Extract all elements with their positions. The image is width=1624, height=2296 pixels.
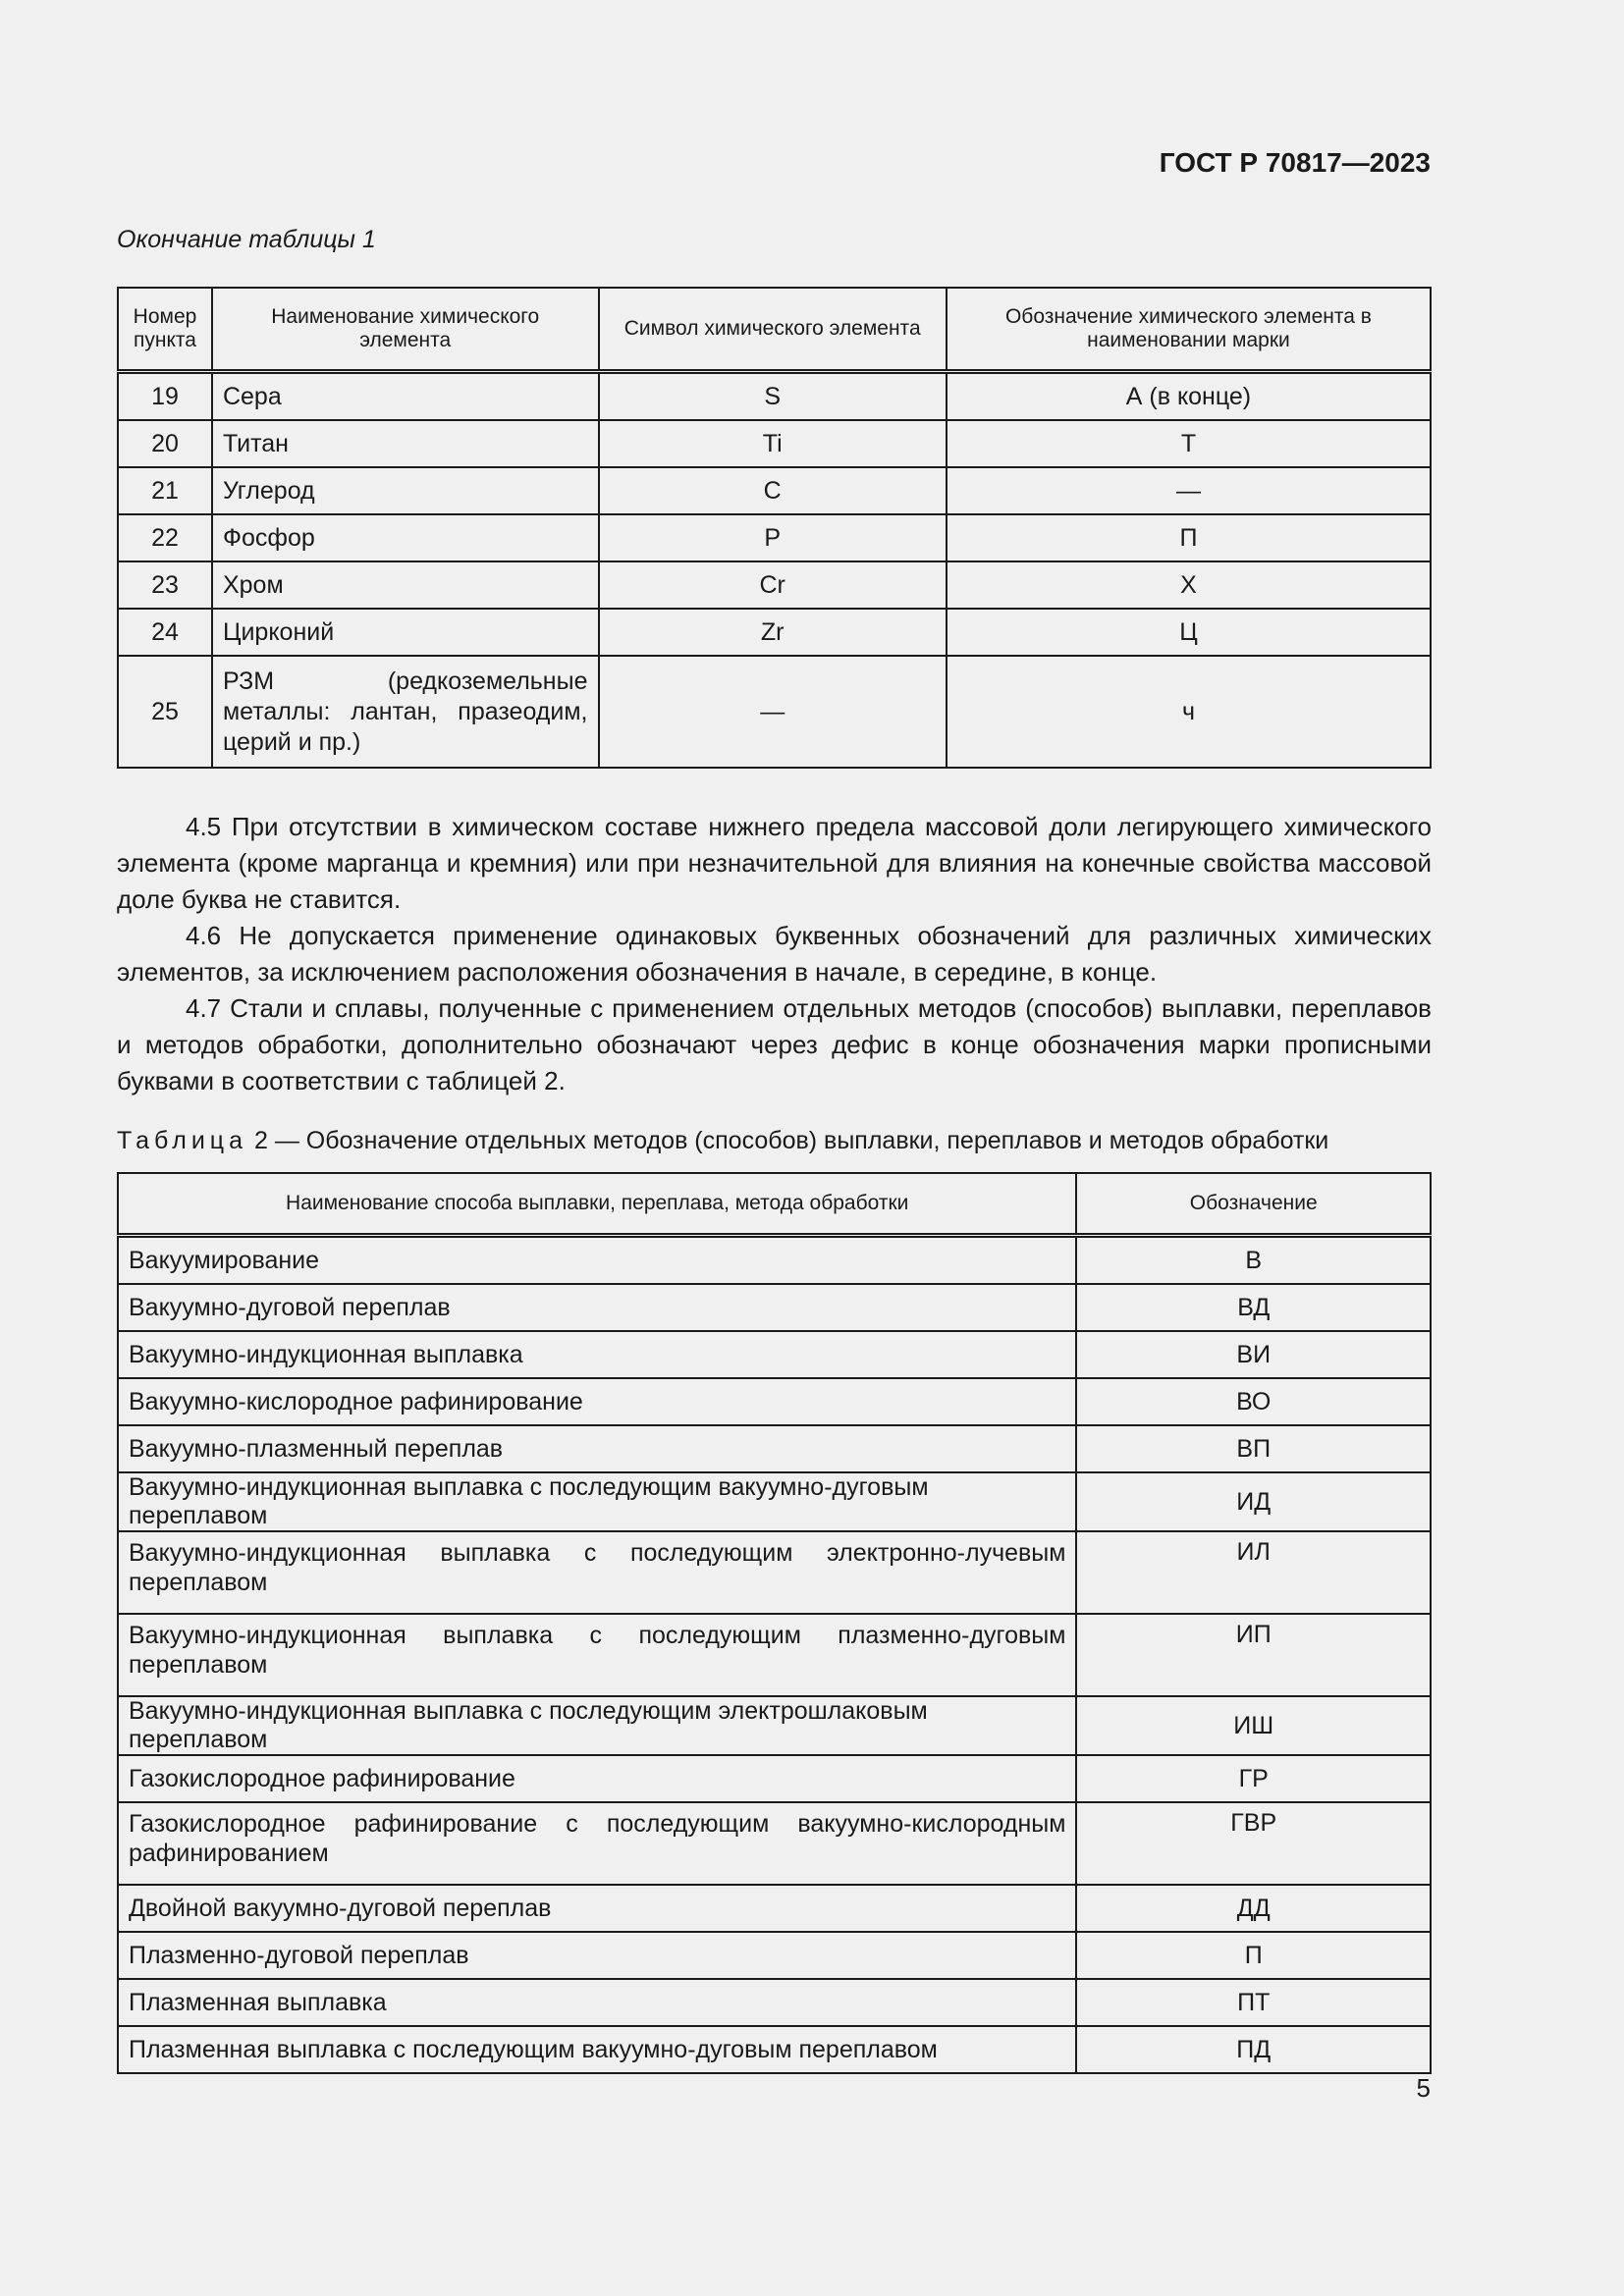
method-code: ГР xyxy=(1076,1755,1431,1802)
column-header-number: Номер пункта xyxy=(118,288,212,372)
method-name: Вакуумно-индукционная выплавка с последующим электронно-лучевым переплавом xyxy=(118,1531,1076,1614)
method-name: Вакуумно-плазменный переплав xyxy=(118,1425,1076,1472)
table-row xyxy=(118,1378,1431,1425)
row-number: 19 xyxy=(118,372,212,421)
element-name: Титан xyxy=(212,420,599,467)
table-row xyxy=(118,1614,1431,1696)
method-name: Вакуумно-индукционная выплавка с последующим плазменно-дуговым переплавом xyxy=(118,1614,1076,1696)
table-row xyxy=(118,1979,1431,2026)
row-number: 23 xyxy=(118,561,212,609)
element-symbol: Zr xyxy=(599,609,947,656)
table-row xyxy=(118,1885,1431,1932)
table-row xyxy=(118,1284,1431,1331)
table-row xyxy=(118,656,1431,768)
method-name: Двойной вакуумно-дуговой переплав xyxy=(118,1885,1076,1932)
column-header-designation: Обозначение химического элемента в наименовании марки xyxy=(947,288,1431,372)
paragraph-4-6: 4.6 Не допускается применение одинаковых буквенных обозначений для различных химических элементов, за исключением расположения обозначения в начале, в середине, в конце. xyxy=(117,921,1432,987)
method-name: Вакуумно-кислородное рафинирование xyxy=(118,1378,1076,1425)
method-name: Вакуумно-индукционная выплавка с последующим электрошлаковым переплавом xyxy=(118,1696,1076,1755)
table-row xyxy=(118,420,1431,467)
column-header-method: Наименование способа выплавки, переплава, метода обработки xyxy=(118,1173,1076,1236)
row-number: 21 xyxy=(118,467,212,514)
element-name: Фосфор xyxy=(212,514,599,561)
method-code: ИП xyxy=(1076,1614,1431,1696)
element-name: Цирконий xyxy=(212,609,599,656)
element-name: РЗМ (редкоземельные металлы: лантан, празеодим, церий и пр.) xyxy=(212,656,599,768)
method-name: Плазменная выплавка с последующим вакуумно-дуговым переплавом xyxy=(118,2026,1076,2073)
element-designation: П xyxy=(947,514,1431,561)
table1-caption: Окончание таблицы 1 xyxy=(117,226,376,253)
table-row xyxy=(118,1425,1431,1472)
body-text xyxy=(117,809,1432,1099)
table-row xyxy=(118,1472,1431,1531)
method-code: ВО xyxy=(1076,1378,1431,1425)
method-code: ПД xyxy=(1076,2026,1431,2073)
table2-caption-text: 2 — Обозначение отдельных методов (способов) выплавки, переплавов и методов обработки xyxy=(253,1127,1329,1154)
table-row xyxy=(118,2026,1431,2073)
column-header-code: Обозначение xyxy=(1076,1173,1431,1236)
method-code: ВИ xyxy=(1076,1331,1431,1378)
row-number: 20 xyxy=(118,420,212,467)
table-row xyxy=(118,1755,1431,1802)
paragraph-4-7: 4.7 Стали и сплавы, полученные с применением отдельных методов (способов) выплавки, переплавов и методов обработки, дополнительно обозначают через дефис в конце обозначения марки прописными буквами в соответствии с таблицей 2. xyxy=(117,993,1432,1095)
column-header-symbol: Символ химического элемента xyxy=(599,288,947,372)
table-row xyxy=(118,1236,1431,1285)
document-code: ГОСТ Р 70817—2023 xyxy=(1159,147,1431,178)
column-header-name: Наименование химического элемента xyxy=(212,288,599,372)
method-code: В xyxy=(1076,1236,1431,1285)
element-symbol: Cr xyxy=(599,561,947,609)
row-number: 22 xyxy=(118,514,212,561)
method-name: Вакуумно-дуговой переплав xyxy=(118,1284,1076,1331)
method-code: ГВР xyxy=(1076,1802,1431,1885)
method-name: Плазменная выплавка xyxy=(118,1979,1076,2026)
page-number: 5 xyxy=(1416,2073,1431,2103)
element-designation: Т xyxy=(947,420,1431,467)
element-designation: ч xyxy=(947,656,1431,768)
table-row xyxy=(118,467,1431,514)
element-name: Хром xyxy=(212,561,599,609)
table-header-row xyxy=(118,1173,1431,1236)
table2-caption xyxy=(117,1127,1328,1155)
method-name: Вакуумно-индукционная выплавка xyxy=(118,1331,1076,1378)
element-designation: Х xyxy=(947,561,1431,609)
method-code: ИЛ xyxy=(1076,1531,1431,1614)
method-name: Газокислородное рафинирование xyxy=(118,1755,1076,1802)
method-code: ПТ xyxy=(1076,1979,1431,2026)
element-symbol: S xyxy=(599,372,947,421)
table-row xyxy=(118,1696,1431,1755)
element-symbol: — xyxy=(599,656,947,768)
element-symbol: P xyxy=(599,514,947,561)
method-name: Плазменно-дуговой переплав xyxy=(118,1932,1076,1979)
paragraph-4-5: 4.5 При отсутствии в химическом составе нижнего предела массовой доли легирующего химического элемента (кроме марганца и кремния) или при незначительной для влияния на конечные свойства массовой доле буква не ставится. xyxy=(117,812,1432,914)
element-symbol: Ti xyxy=(599,420,947,467)
method-name: Вакуумно-индукционная выплавка с последующим вакуумно-дуговым переплавом xyxy=(118,1472,1076,1531)
row-number: 25 xyxy=(118,656,212,768)
methods-table xyxy=(117,1172,1432,2074)
method-code: П xyxy=(1076,1932,1431,1979)
method-name: Вакуумирование xyxy=(118,1236,1076,1285)
element-name: Сера xyxy=(212,372,599,421)
method-code: ДД xyxy=(1076,1885,1431,1932)
row-number: 24 xyxy=(118,609,212,656)
element-symbol: С xyxy=(599,467,947,514)
element-designation: А (в конце) xyxy=(947,372,1431,421)
element-designation: — xyxy=(947,467,1431,514)
elements-table xyxy=(117,287,1432,769)
method-code: ИД xyxy=(1076,1472,1431,1531)
table-row xyxy=(118,514,1431,561)
table-header-row xyxy=(118,288,1431,372)
table-row xyxy=(118,372,1431,421)
table-row xyxy=(118,561,1431,609)
table-row xyxy=(118,1331,1431,1378)
method-name: Газокислородное рафинирование с последующим вакуумно-кислородным рафинированием xyxy=(118,1802,1076,1885)
table-row xyxy=(118,1802,1431,1885)
table-row xyxy=(118,1531,1431,1614)
element-name: Углерод xyxy=(212,467,599,514)
method-code: ВП xyxy=(1076,1425,1431,1472)
method-code: ВД xyxy=(1076,1284,1431,1331)
table2-caption-label: Таблица xyxy=(117,1127,248,1154)
table-row xyxy=(118,1932,1431,1979)
element-designation: Ц xyxy=(947,609,1431,656)
table-row xyxy=(118,609,1431,656)
method-code: ИШ xyxy=(1076,1696,1431,1755)
